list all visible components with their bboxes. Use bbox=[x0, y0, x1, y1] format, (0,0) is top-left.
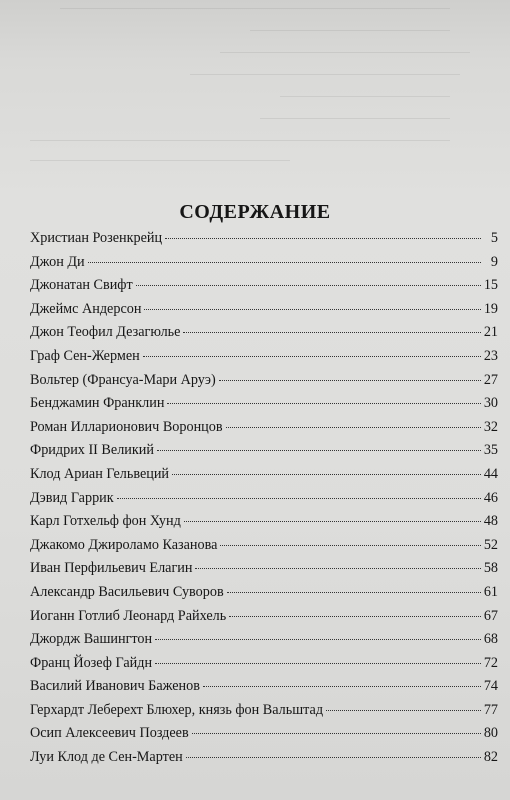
toc-entry-title: Фридрих II Великий bbox=[30, 442, 154, 459]
toc-page-number: 48 bbox=[483, 513, 498, 530]
toc-entry-title: Джон Ди bbox=[30, 253, 85, 270]
toc-page-number: 27 bbox=[483, 371, 498, 388]
toc-entry bbox=[30, 652, 498, 676]
dot-leader bbox=[195, 567, 480, 569]
show-through-line bbox=[60, 8, 450, 9]
toc-page-number: 77 bbox=[483, 701, 498, 718]
show-through-line bbox=[30, 160, 290, 161]
toc-page-number: 35 bbox=[483, 442, 498, 459]
toc-entry-title: Осип Алексеевич Поздеев bbox=[30, 725, 189, 742]
toc-page-number: 23 bbox=[483, 347, 498, 364]
toc-entry bbox=[30, 510, 498, 534]
toc-entry bbox=[30, 746, 498, 770]
dot-leader bbox=[155, 662, 481, 664]
toc-entry bbox=[30, 581, 498, 605]
toc-page-number: 74 bbox=[483, 678, 498, 695]
toc-page-number: 46 bbox=[483, 489, 498, 506]
toc-entry bbox=[30, 251, 498, 275]
toc-entry-title: Вольтер (Франсуа-Мари Аруэ) bbox=[30, 371, 216, 388]
dot-leader bbox=[144, 308, 480, 310]
toc-page-number: 80 bbox=[483, 725, 498, 742]
toc-page-number: 58 bbox=[483, 560, 498, 577]
toc-entry-title: Джордж Вашингтон bbox=[30, 631, 153, 648]
dot-leader bbox=[220, 544, 480, 546]
toc-page-number: 68 bbox=[483, 631, 498, 648]
show-through-line bbox=[250, 30, 450, 31]
toc-page-number: 19 bbox=[483, 300, 498, 317]
toc-page-number: 9 bbox=[490, 253, 498, 270]
dot-leader bbox=[88, 261, 481, 263]
dot-leader bbox=[143, 355, 481, 357]
dot-leader bbox=[167, 402, 480, 404]
dot-leader bbox=[157, 449, 481, 451]
toc-entry bbox=[30, 227, 498, 251]
dot-leader bbox=[229, 615, 481, 617]
toc-entry bbox=[30, 416, 498, 440]
toc-entry bbox=[30, 605, 498, 629]
toc-entry-title: Роман Илларионович Воронцов bbox=[30, 418, 223, 435]
toc-page-number: 21 bbox=[483, 324, 498, 341]
toc-entry bbox=[30, 487, 498, 511]
dot-leader bbox=[184, 520, 481, 522]
toc-heading: СОДЕРЖАНИЕ bbox=[179, 201, 331, 223]
dot-leader bbox=[226, 426, 481, 428]
dot-leader bbox=[203, 685, 481, 687]
toc-page-number: 82 bbox=[483, 749, 498, 766]
toc-entry-title: Бенджамин Франклин bbox=[30, 395, 165, 412]
toc-entry bbox=[30, 463, 498, 487]
toc-entry bbox=[30, 369, 498, 393]
toc-entry-title: Франц Йозеф Гайдн bbox=[30, 654, 153, 671]
toc-entry-title: Александр Васильевич Суворов bbox=[30, 583, 224, 600]
toc-entry-title: Герхардт Леберехт Блюхер, князь фон Вальштад bbox=[30, 701, 324, 718]
toc-entry-title: Клод Ариан Гельвеций bbox=[30, 465, 170, 482]
show-through-line bbox=[190, 74, 460, 75]
toc-entry-title: Джон Теофил Дезагюлье bbox=[30, 324, 181, 341]
toc-entry-title: Христиан Розенкрейц bbox=[30, 230, 163, 246]
toc-page-number: 61 bbox=[483, 583, 498, 600]
show-through-line bbox=[30, 140, 450, 141]
dot-leader bbox=[117, 497, 481, 499]
dot-leader bbox=[186, 756, 481, 758]
toc-entry bbox=[30, 274, 498, 298]
toc-page-number: 72 bbox=[483, 654, 498, 671]
toc-page-number: 67 bbox=[483, 607, 498, 624]
toc-entry bbox=[30, 722, 498, 746]
dot-leader bbox=[219, 379, 481, 381]
toc-page-number: 52 bbox=[483, 536, 498, 553]
toc-page-number: 15 bbox=[483, 277, 498, 294]
dot-leader bbox=[227, 591, 481, 593]
toc-page-number: 44 bbox=[483, 465, 498, 482]
toc-entry-title: Джонатан Свифт bbox=[30, 277, 133, 294]
dot-leader bbox=[192, 732, 481, 734]
toc-page-number: 5 bbox=[490, 230, 498, 246]
dot-leader bbox=[136, 284, 481, 286]
toc-entry-title: Карл Готхельф фон Хунд bbox=[30, 513, 181, 530]
toc-entry bbox=[30, 321, 498, 345]
toc-entry-title: Дэвид Гаррик bbox=[30, 489, 114, 506]
toc-entry-title: Джеймс Андерсон bbox=[30, 300, 142, 317]
toc-entry bbox=[30, 534, 498, 558]
toc-entry bbox=[30, 439, 498, 463]
toc-entry-title: Василий Иванович Баженов bbox=[30, 678, 200, 695]
show-through-text bbox=[20, 0, 500, 170]
dot-leader bbox=[183, 331, 480, 333]
toc-entry-title: Иоганн Готлиб Леонард Райхель bbox=[30, 607, 227, 624]
toc-page-number: 32 bbox=[483, 418, 498, 435]
dot-leader bbox=[165, 237, 481, 239]
toc-entry bbox=[30, 345, 498, 369]
toc-entry-title: Джакомо Джироламо Казанова bbox=[30, 536, 218, 553]
toc-entry-title: Граф Сен-Жермен bbox=[30, 347, 140, 364]
toc-page-number: 30 bbox=[483, 395, 498, 412]
dot-leader bbox=[326, 709, 481, 711]
dot-leader bbox=[172, 473, 481, 475]
toc-entry-title: Луи Клод де Сен-Мартен bbox=[30, 749, 183, 766]
toc-entry bbox=[30, 628, 498, 652]
dot-leader bbox=[155, 638, 481, 640]
toc-entry bbox=[30, 392, 498, 416]
show-through-line bbox=[220, 52, 470, 53]
toc-entry bbox=[30, 699, 498, 723]
toc-entry bbox=[30, 675, 498, 699]
toc-entry bbox=[30, 298, 498, 322]
show-through-line bbox=[260, 118, 450, 119]
toc-entry bbox=[30, 557, 498, 581]
table-of-contents bbox=[30, 227, 498, 770]
show-through-line bbox=[280, 96, 450, 97]
toc-entry-title: Иван Перфильевич Елагин bbox=[30, 560, 193, 577]
